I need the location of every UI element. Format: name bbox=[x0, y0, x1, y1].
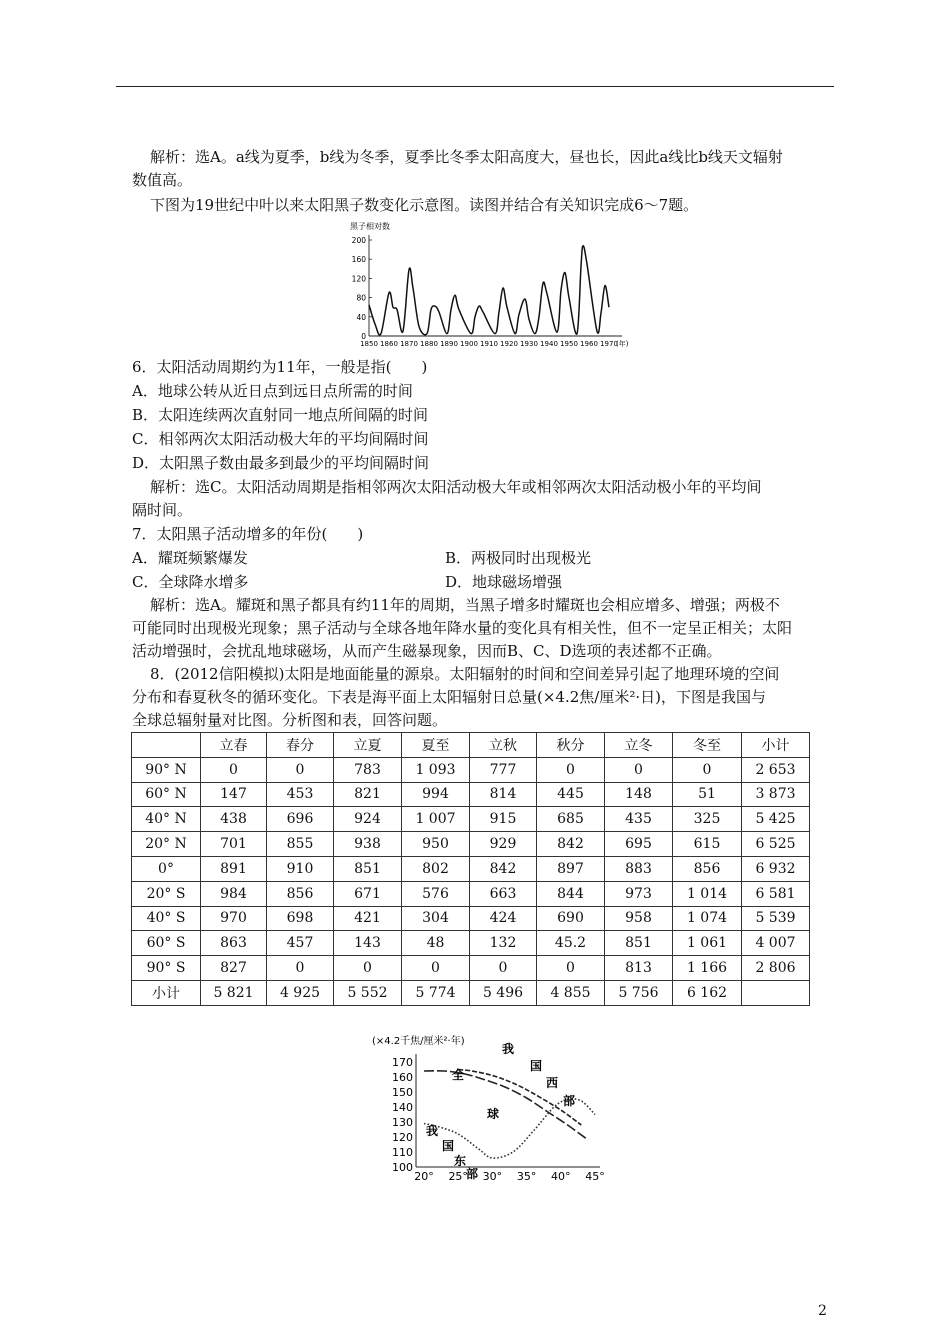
radiation-x-tick-label: 40° bbox=[551, 1170, 571, 1183]
table-row bbox=[132, 906, 810, 931]
label-east-1: 我 bbox=[426, 1124, 439, 1138]
q7-option-d: D．地球磁场增强 bbox=[445, 573, 563, 591]
table-header-cell: 小计 bbox=[742, 733, 810, 758]
table-row bbox=[132, 757, 810, 782]
sunspot-y-tick-label: 200 bbox=[351, 236, 366, 245]
answer-5-line2: 数值高。 bbox=[132, 171, 193, 189]
table-header-cell: 冬至 bbox=[673, 733, 742, 758]
table-cell: 0 bbox=[470, 956, 537, 981]
q7-option-c: C．全球降水增多 bbox=[132, 573, 249, 591]
table-cell: 90° S bbox=[132, 956, 201, 981]
table-cell: 1 166 bbox=[673, 956, 742, 981]
table-cell: 148 bbox=[605, 782, 673, 807]
table-cell: 685 bbox=[537, 807, 605, 832]
table-cell: 1 061 bbox=[673, 931, 742, 956]
table-cell: 5 539 bbox=[742, 906, 810, 931]
answer-5-line1: 解析：选A。a线为夏季，b线为冬季，夏季比冬季太阳高度大，昼也长，因此a线比b线天文辐射 bbox=[150, 148, 783, 166]
table-header-cell: 立冬 bbox=[605, 733, 673, 758]
table-cell: 0 bbox=[402, 956, 470, 981]
radiation-x-tick-label: 20° bbox=[414, 1170, 434, 1183]
table-cell: 813 bbox=[605, 956, 673, 981]
table-cell: 924 bbox=[334, 807, 402, 832]
table-cell: 6 932 bbox=[742, 856, 810, 881]
table-cell: 984 bbox=[201, 881, 267, 906]
table-cell: 814 bbox=[470, 782, 537, 807]
sunspot-x-tick-label: 1920 bbox=[500, 340, 518, 348]
label-global-2: 球 bbox=[487, 1107, 500, 1121]
table-cell: 457 bbox=[267, 931, 334, 956]
table-cell: 2 653 bbox=[742, 757, 810, 782]
q6-option-d: D．太阳黑子数由最多到最少的平均间隔时间 bbox=[132, 454, 430, 472]
radiation-y-tick-label: 160 bbox=[392, 1071, 413, 1084]
table-cell: 973 bbox=[605, 881, 673, 906]
table-cell: 1 007 bbox=[402, 807, 470, 832]
question-6: 6．太阳活动周期约为11年，一般是指( ) bbox=[132, 358, 428, 376]
table-cell: 856 bbox=[267, 881, 334, 906]
answer-7-line2: 可能同时出现极光现象；黑子活动与全球各地年降水量的变化具有相关性，但不一定呈正相关；太阳 bbox=[132, 619, 793, 637]
table-cell: 40° N bbox=[132, 807, 201, 832]
table-cell: 147 bbox=[201, 782, 267, 807]
table-cell: 1 014 bbox=[673, 881, 742, 906]
answer-6-line2: 隔时间。 bbox=[132, 501, 193, 519]
table-row bbox=[132, 956, 810, 981]
label-east-3: 东 bbox=[454, 1154, 467, 1168]
table-header-cell: 夏至 bbox=[402, 733, 470, 758]
table-cell: 938 bbox=[334, 832, 402, 857]
radiation-y-tick-label: 100 bbox=[392, 1161, 413, 1174]
sunspot-x-tick-label: 1860 bbox=[380, 340, 398, 348]
table-cell: 3 873 bbox=[742, 782, 810, 807]
intro-6-7: 下图为19世纪中叶以来太阳黑子数变化示意图。读图并结合有关知识完成6～7题。 bbox=[150, 196, 699, 214]
radiation-y-tick-label: 140 bbox=[392, 1101, 413, 1114]
label-west-4: 部 bbox=[563, 1094, 576, 1108]
label-west-3: 西 bbox=[546, 1076, 559, 1090]
table-cell: 4 925 bbox=[267, 980, 334, 1005]
table-cell: 0 bbox=[537, 757, 605, 782]
radiation-y-tick-label: 110 bbox=[392, 1146, 413, 1159]
radiation-table bbox=[131, 732, 810, 1006]
table-header-row bbox=[132, 733, 810, 758]
table-cell: 777 bbox=[470, 757, 537, 782]
table-cell: 5 496 bbox=[470, 980, 537, 1005]
table-row bbox=[132, 931, 810, 956]
q6-option-a: A．地球公转从近日点到远日点所需的时间 bbox=[132, 382, 413, 400]
header-rule bbox=[116, 86, 834, 87]
sunspot-x-unit: (年) bbox=[616, 340, 629, 348]
radiation-y-tick-label: 130 bbox=[392, 1116, 413, 1129]
radiation-x-tick-label: 30° bbox=[482, 1170, 503, 1183]
label-east-2: 国 bbox=[442, 1139, 455, 1153]
table-cell: 445 bbox=[537, 782, 605, 807]
table-cell: 690 bbox=[537, 906, 605, 931]
table-cell: 小计 bbox=[132, 980, 201, 1005]
sunspot-x-tick-label: 1890 bbox=[440, 340, 458, 348]
label-global-1: 全 bbox=[452, 1068, 465, 1082]
table-cell: 1 074 bbox=[673, 906, 742, 931]
answer-7-line1: 解析：选A。耀斑和黑子都具有约11年的周期，当黑子增多时耀斑也会相应增多、增强；两极不 bbox=[150, 596, 780, 614]
q6-option-b: B．太阳连续两次直射同一地点所间隔的时间 bbox=[132, 406, 429, 424]
radiation-y-tick-label: 150 bbox=[392, 1086, 413, 1099]
sunspot-chart bbox=[340, 220, 640, 352]
radiation-chart-ylabel: (×4.2千焦/厘米²·年) bbox=[372, 1036, 465, 1047]
table-cell: 2 806 bbox=[742, 956, 810, 981]
sunspot-x-tick-label: 1880 bbox=[420, 340, 438, 348]
sunspot-x-tick-label: 1960 bbox=[580, 340, 598, 348]
page-number: 2 bbox=[818, 1303, 827, 1319]
table-cell: 6 525 bbox=[742, 832, 810, 857]
table-cell: 802 bbox=[402, 856, 470, 881]
sunspot-x-tick-label: 1970 bbox=[600, 340, 618, 348]
table-cell: 5 774 bbox=[402, 980, 470, 1005]
label-west-1: 我 bbox=[502, 1042, 515, 1056]
sunspot-y-tick-label: 0 bbox=[361, 332, 366, 341]
answer-6-line1: 解析：选C。太阳活动周期是指相邻两次太阳活动极大年或相邻两次太阳活动极小年的平均间 bbox=[150, 478, 762, 496]
table-row bbox=[132, 881, 810, 906]
sunspot-y-tick-label: 80 bbox=[356, 293, 366, 303]
sunspot-y-tick-label: 160 bbox=[351, 255, 366, 265]
table-cell: 891 bbox=[201, 856, 267, 881]
sunspot-y-tick-label: 120 bbox=[351, 274, 366, 284]
table-cell: 701 bbox=[201, 832, 267, 857]
table-row bbox=[132, 807, 810, 832]
sunspot-x-tick-label: 1910 bbox=[480, 340, 498, 348]
table-cell: 671 bbox=[334, 881, 402, 906]
table-cell: 883 bbox=[605, 856, 673, 881]
table-cell: 994 bbox=[402, 782, 470, 807]
radiation-y-tick-label: 120 bbox=[392, 1131, 413, 1144]
table-cell: 663 bbox=[470, 881, 537, 906]
sunspot-x-tick-label: 1900 bbox=[460, 340, 478, 348]
table-cell: 915 bbox=[470, 807, 537, 832]
radiation-x-tick-label: 25° bbox=[448, 1170, 468, 1183]
radiation-y-tick-label: 170 bbox=[392, 1056, 413, 1069]
table-row bbox=[132, 980, 810, 1005]
table-cell: 5 552 bbox=[334, 980, 402, 1005]
sunspot-y-tick-label: 40 bbox=[356, 312, 366, 322]
table-cell: 0 bbox=[537, 956, 605, 981]
table-cell: 844 bbox=[537, 881, 605, 906]
table-cell: 897 bbox=[537, 856, 605, 881]
table-cell: 60° N bbox=[132, 782, 201, 807]
radiation-chart bbox=[360, 1032, 620, 1187]
table-cell: 20° S bbox=[132, 881, 201, 906]
table-cell: 6 581 bbox=[742, 881, 810, 906]
table-cell: 438 bbox=[201, 807, 267, 832]
table-cell: 958 bbox=[605, 906, 673, 931]
radiation-x-tick-label: 45° bbox=[585, 1170, 605, 1183]
table-cell: 4 007 bbox=[742, 931, 810, 956]
question-8-line3: 全球总辐射量对比图。分析图和表，回答问题。 bbox=[132, 711, 448, 729]
sunspot-x-tick-label: 1950 bbox=[560, 340, 578, 348]
table-cell: 0 bbox=[605, 757, 673, 782]
table-cell: 970 bbox=[201, 906, 267, 931]
table-cell: 851 bbox=[605, 931, 673, 956]
table-cell: 0° bbox=[132, 856, 201, 881]
table-cell: 863 bbox=[201, 931, 267, 956]
radiation-x-tick-label: 35° bbox=[516, 1170, 537, 1183]
sunspot-x-tick-label: 1930 bbox=[520, 340, 538, 348]
table-cell: 576 bbox=[402, 881, 470, 906]
table-header-cell: 春分 bbox=[267, 733, 334, 758]
question-8-line1: 8．(2012信阳模拟)太阳是地面能量的源泉。太阳辐射的时间和空间差异引起了地理环境的空间 bbox=[150, 665, 780, 683]
table-row bbox=[132, 856, 810, 881]
table-cell: 855 bbox=[267, 832, 334, 857]
table-cell: 45.2 bbox=[537, 931, 605, 956]
table-cell: 5 821 bbox=[201, 980, 267, 1005]
sunspot-x-tick-label: 1850 bbox=[360, 340, 378, 348]
sunspot-series-line bbox=[369, 246, 609, 335]
label-west-2: 国 bbox=[530, 1059, 543, 1073]
table-cell: 842 bbox=[537, 832, 605, 857]
sunspot-chart-ylabel: 黑子相对数 bbox=[350, 222, 390, 231]
table-cell: 90° N bbox=[132, 757, 201, 782]
q6-option-c: C．相邻两次太阳活动极大年的平均间隔时间 bbox=[132, 430, 429, 448]
table-cell: 5 756 bbox=[605, 980, 673, 1005]
table-cell: 435 bbox=[605, 807, 673, 832]
table-cell: 304 bbox=[402, 906, 470, 931]
question-7: 7．太阳黑子活动增多的年份( ) bbox=[132, 525, 364, 543]
table-cell: 615 bbox=[673, 832, 742, 857]
table-cell: 5 425 bbox=[742, 807, 810, 832]
table-cell: 4 855 bbox=[537, 980, 605, 1005]
table-cell: 325 bbox=[673, 807, 742, 832]
table-cell: 60° S bbox=[132, 931, 201, 956]
question-8-line2: 分布和春夏秋冬的循环变化。下表是海平面上太阳辐射日总量(×4.2焦/厘米²·日)，下图是我国与 bbox=[132, 688, 766, 706]
table-row bbox=[132, 782, 810, 807]
table-cell: 421 bbox=[334, 906, 402, 931]
table-cell bbox=[742, 980, 810, 1005]
table-header-cell: 立夏 bbox=[334, 733, 402, 758]
table-cell: 48 bbox=[402, 931, 470, 956]
table-cell: 696 bbox=[267, 807, 334, 832]
table-cell: 856 bbox=[673, 856, 742, 881]
table-cell: 143 bbox=[334, 931, 402, 956]
q7-option-b: B．两极同时出现极光 bbox=[445, 549, 592, 567]
answer-7-line3: 活动增强时，会扰乱地球磁场，从而产生磁暴现象，因而B、C、D选项的表述都不正确。 bbox=[132, 642, 722, 660]
table-cell: 1 093 bbox=[402, 757, 470, 782]
table-header-cell: 立春 bbox=[201, 733, 267, 758]
table-cell: 695 bbox=[605, 832, 673, 857]
table-cell: 0 bbox=[673, 757, 742, 782]
table-cell: 453 bbox=[267, 782, 334, 807]
table-cell: 20° N bbox=[132, 832, 201, 857]
table-cell: 0 bbox=[267, 757, 334, 782]
table-cell: 0 bbox=[334, 956, 402, 981]
table-cell: 424 bbox=[470, 906, 537, 931]
sunspot-x-tick-label: 1870 bbox=[400, 340, 418, 348]
table-cell: 842 bbox=[470, 856, 537, 881]
table-cell: 910 bbox=[267, 856, 334, 881]
table-cell: 0 bbox=[267, 956, 334, 981]
table-cell: 851 bbox=[334, 856, 402, 881]
table-cell: 950 bbox=[402, 832, 470, 857]
table-cell: 132 bbox=[470, 931, 537, 956]
label-east-4: 部 bbox=[466, 1167, 479, 1181]
table-cell: 40° S bbox=[132, 906, 201, 931]
table-cell: 827 bbox=[201, 956, 267, 981]
table-cell: 6 162 bbox=[673, 980, 742, 1005]
table-cell: 821 bbox=[334, 782, 402, 807]
table-cell: 698 bbox=[267, 906, 334, 931]
table-cell: 51 bbox=[673, 782, 742, 807]
table-header-cell bbox=[132, 733, 201, 758]
table-header-cell: 立秋 bbox=[470, 733, 537, 758]
table-row bbox=[132, 832, 810, 857]
table-cell: 929 bbox=[470, 832, 537, 857]
table-cell: 783 bbox=[334, 757, 402, 782]
q7-option-a: A．耀斑频繁爆发 bbox=[132, 549, 248, 567]
table-cell: 0 bbox=[201, 757, 267, 782]
table-header-cell: 秋分 bbox=[537, 733, 605, 758]
sunspot-x-tick-label: 1940 bbox=[540, 340, 558, 348]
